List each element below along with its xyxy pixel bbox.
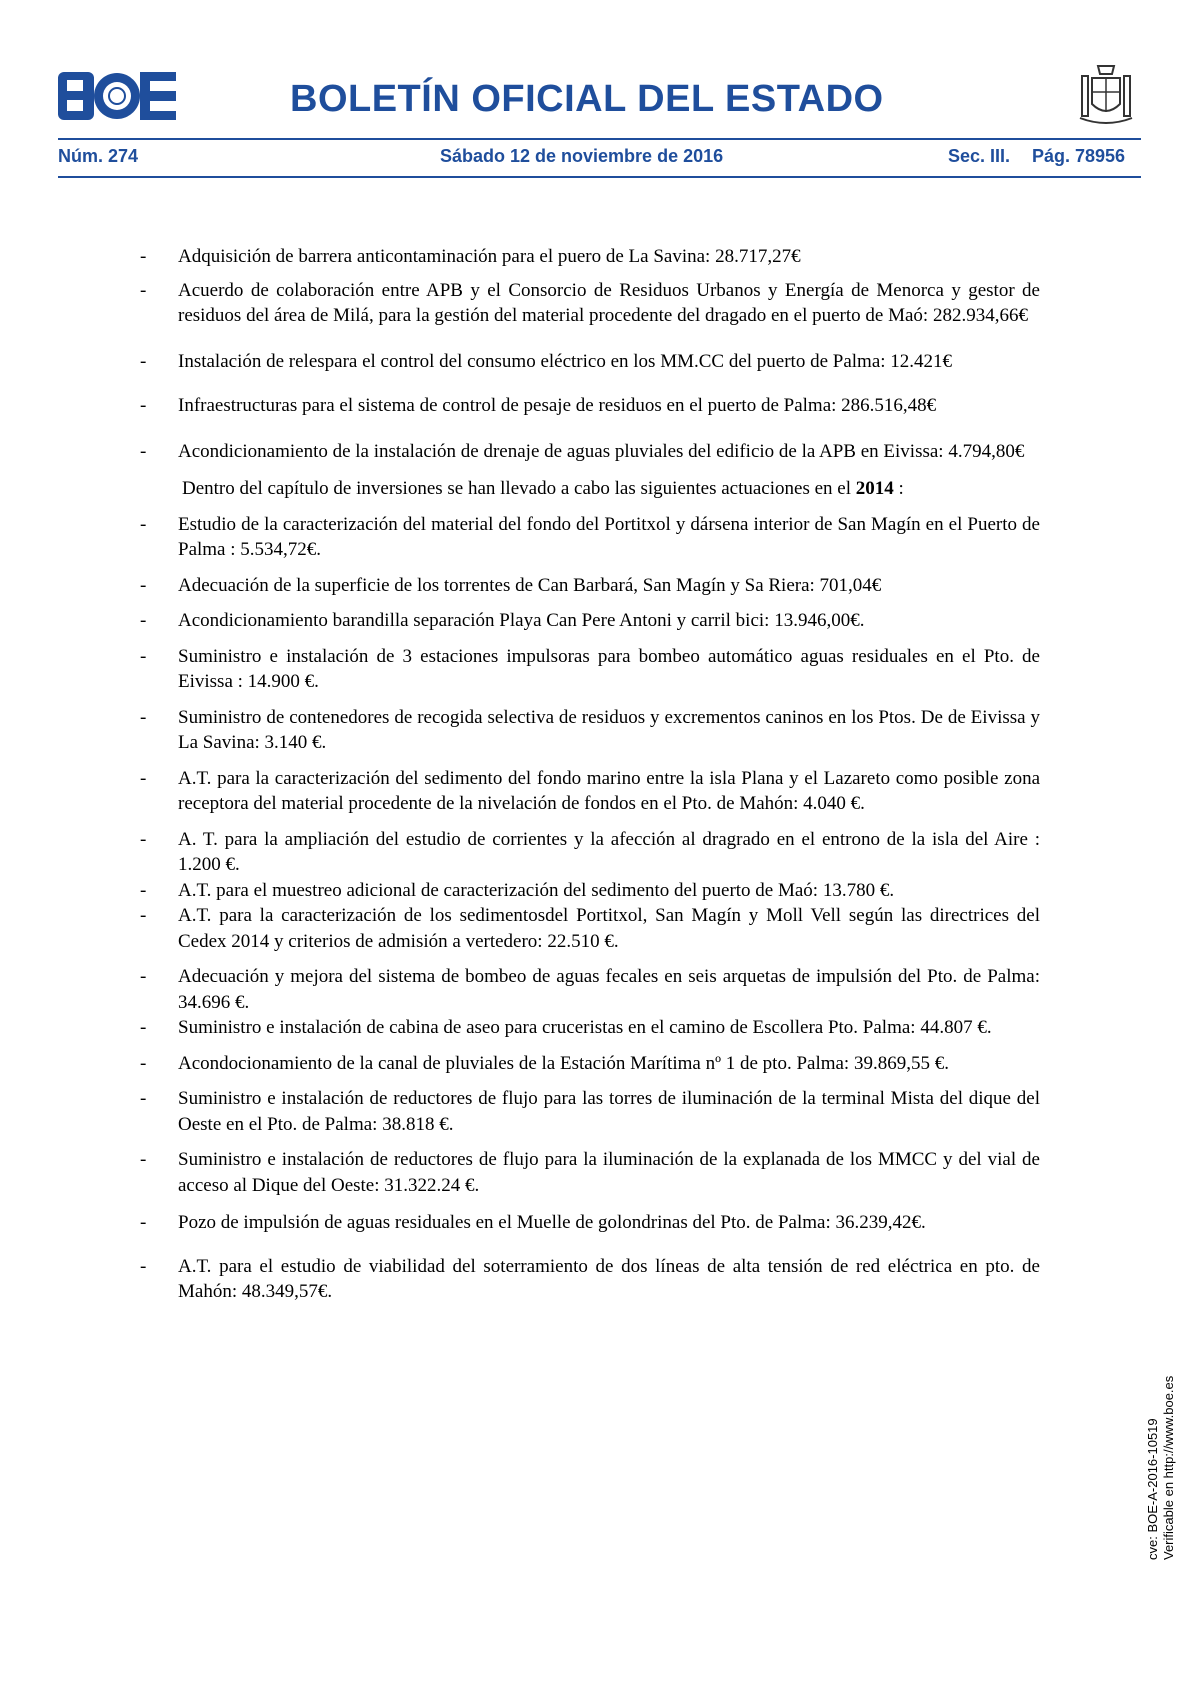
list-item: - Instalación de relespara el control del consumo eléctrico en los MM.CC del puerto de Palma: 12.421€	[140, 350, 953, 372]
list-item: - Suministro e instalación de 3 estaciones impulsoras para bombeo automático aguas residuales en el Pto. de Eivissa : 14.900 €.	[140, 645, 1040, 692]
list-item: - A.T. para el estudio de viabilidad del soterramiento de dos líneas de alta tensión de red eléctrica en pto. de Mahón: 48.349,57€.	[140, 1255, 1040, 1302]
list-item: - Acondocionamiento de la canal de pluviales de la Estación Marítima nº 1 de pto. Palma: 39.869,55 €.	[140, 1052, 949, 1074]
list-item: - Adecuación y mejora del sistema de bombeo de aguas fecales en seis arquetas de impulsión del Pto. de Palma: 34.696 €.	[140, 966, 1040, 1013]
boe-logo	[58, 72, 176, 120]
list-item: - Adquisición de barrera anticontaminación para el puero de La Savina: 28.717,27€	[140, 246, 801, 267]
page-title: BOLETÍN OFICIAL DEL ESTADO	[290, 78, 884, 120]
issue-number: Núm. 274	[58, 146, 139, 166]
list-item: - A. T. para la ampliación del estudio de corrientes y la afección al dragrado en el entrono de la isla del Aire : 1.200 €.	[140, 828, 1040, 875]
list-item: - Acuerdo de colaboración entre APB y el Consorcio de Residuos Urbanos y Energía de Menorca y gestor de residuos del área de Milá, para la gestión del material procedente del dragado en el puerto de Maó: 282.934,66€	[140, 279, 1040, 326]
list-item: - Suministro e instalación de reductores de flujo para la iluminación de la explanada de los MMCC y del vial de acceso al Dique del Oeste: 31.322.24 €.	[140, 1149, 1040, 1196]
list-item: - Acondicionamiento de la instalación de drenaje de aguas pluviales del edificio de la APB en Eivissa: 4.794,80€	[140, 440, 1025, 462]
list-item: - Pozo de impulsión de aguas residuales en el Muelle de golondrinas del Pto. de Palma: 36.239,42€.	[140, 1212, 926, 1233]
list-item: - A.T. para la caracterización de los sedimentosdel Portitxol, San Magín y Moll Vell según las directrices del Cedex 2014 y criterios de admisión a vertedero: 22.510 €.	[140, 905, 1040, 952]
section-label: Sec. III.	[948, 146, 1011, 166]
list-item: - Estudio de la caracterización del material del fondo del Portitxol y dársena interior de San Magín en el Puerto de Palma : 5.534,72€.	[140, 513, 1040, 560]
coat-of-arms-icon	[1076, 60, 1136, 128]
list-item: - Suministro e instalación de reductores de flujo para las torres de iluminación de la terminal Mista del dique del Oeste en el Pto. de Palma: 38.818 €.	[140, 1088, 1040, 1135]
cve-code: cve: BOE-A-2016-10519	[1145, 1418, 1160, 1560]
page-number: Pág. 78956	[1032, 146, 1126, 166]
list-item: - A.T. para el muestreo adicional de caracterización del sedimento del puerto de Maó: 13.780 €.	[140, 879, 895, 901]
verification-link[interactable]: Verificable en http://www.boe.es	[1161, 1375, 1176, 1560]
list-item: - Acondicionamiento barandilla separación Playa Can Pere Antoni y carril bici: 13.946,00€.	[140, 610, 865, 631]
verification-sidebar	[1145, 1376, 1177, 1560]
list-item: - Adecuación de la superficie de los torrentes de Can Barbará, San Magín y Sa Riera: 701,04€	[140, 574, 882, 596]
list-item: - Suministro de contenedores de recogida selectiva de residuos y excrementos caninos en los Ptos. De de Eivissa y La Savina: 3.140 €.	[140, 706, 1040, 753]
list-item: - Infraestructuras para el sistema de control de pesaje de residuos en el puerto de Palma: 286.516,48€	[140, 395, 937, 416]
list-item: - A.T. para la caracterización del sedimento del fondo marino entre la isla Plana y el Lazareto como posible zona receptora del material procedente de la nivelación de fondos en el Pto. de Mahón: 4.040 €.	[140, 767, 1040, 814]
header-bottom-rule	[58, 176, 1141, 178]
header-top-rule	[58, 138, 1141, 140]
document-body	[140, 244, 1040, 1305]
issue-date: Sábado 12 de noviembre de 2016	[440, 146, 724, 166]
list-item: - Suministro e instalación de cabina de aseo para cruceristas en el camino de Escollera Pto. Palma: 44.807 €.	[140, 1017, 992, 1038]
intro-paragraph: Dentro del capítulo de inversiones se han llevado a cabo las siguientes actuaciones en el 2014 :	[182, 478, 904, 499]
